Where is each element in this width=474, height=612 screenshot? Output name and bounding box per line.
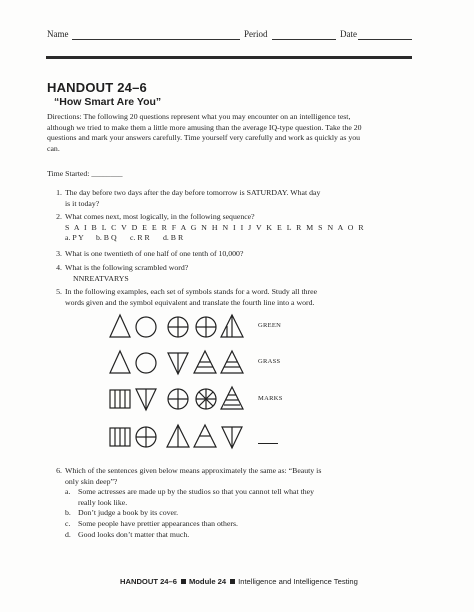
answer-option: b. B Q <box>96 233 117 243</box>
triangle-symbol <box>110 315 130 337</box>
circle-plus-symbol <box>196 317 216 337</box>
triangle-vline-symbol <box>167 425 189 447</box>
question-number: 1. <box>56 188 62 197</box>
square-bullet-icon <box>230 579 235 584</box>
question-6 <box>48 466 388 546</box>
question-text: In the following examples, each set of symbols stands for a word. Study all three <box>65 287 318 296</box>
question-number: 6. <box>56 466 62 475</box>
question-number: 4. <box>56 263 62 272</box>
box-three-bars-symbol <box>110 428 130 446</box>
letter-sequence: S A I B L C V D E E R F A G N H N I I J V K E L R M S N A O R <box>65 222 366 232</box>
symbol-grid <box>108 310 258 455</box>
symbol-row-4 <box>110 425 242 448</box>
down-triangle-symbol <box>222 427 242 448</box>
symbol-row-1 <box>110 315 243 337</box>
choice-letter: c. <box>65 519 71 528</box>
handout-title: HANDOUT 24–6 <box>47 80 147 95</box>
triangle-hline-symbol <box>221 351 243 373</box>
triangle-symbol <box>110 351 130 373</box>
choice-letter: b. <box>65 508 71 518</box>
question-text: only skin deep”? <box>65 476 118 486</box>
handout-subtitle: “How Smart Are You” <box>54 96 162 108</box>
choice-text: Some people have prettier appearances than others. <box>78 519 238 528</box>
triangle-hline-symbol <box>194 425 216 447</box>
answer-option: d. B R <box>163 233 184 243</box>
choice-text: Don’t judge a book by its cover. <box>78 508 179 518</box>
question-text: Which of the sentences given below means approximately the same as: “Beauty is <box>65 466 322 475</box>
page-footer <box>120 577 358 586</box>
question-text: What comes next, most logically, in the following sequence? <box>65 212 255 221</box>
triangle-hline-symbol <box>194 351 216 373</box>
scrambled-word: NNREATVARYS <box>73 273 129 283</box>
date-label: Date <box>340 29 357 39</box>
footer-module: Module 24 <box>188 577 227 586</box>
answer-blank[interactable] <box>258 443 278 444</box>
answer-option: a. P Y <box>65 233 84 243</box>
triangle-vline-symbol <box>221 315 243 337</box>
question-number: 5. <box>56 287 62 296</box>
symbol-row-3 <box>110 387 243 410</box>
triangle-lines-symbol <box>221 387 243 409</box>
choice-text: Some actresses are made up by the studios so that you cannot tell what they <box>78 487 315 497</box>
symbol-word-green: GREEN <box>258 322 282 329</box>
question-text: words given and the symbol equivalent and translate the fourth line into a word. <box>65 297 315 307</box>
question-text: is it today? <box>65 198 100 208</box>
answer-option: c. R R <box>130 233 150 243</box>
period-label: Period <box>244 29 268 39</box>
down-triangle-lines-symbol <box>168 353 188 374</box>
question-number: 2. <box>56 212 62 221</box>
choice-letter: d. <box>65 529 71 539</box>
footer-handout: HANDOUT 24–6 <box>120 577 177 586</box>
footer-topic: Intelligence and Intelligence Testing <box>238 577 358 586</box>
symbol-row-2 <box>110 351 243 374</box>
symbol-word-marks: MARKS <box>258 395 283 402</box>
top-rule <box>46 56 412 59</box>
square-bullet-icon <box>181 579 186 584</box>
circle-plus-symbol <box>136 427 156 447</box>
question-text: What is the following scrambled word? <box>65 263 189 272</box>
symbol-word-grass: GRASS <box>258 358 281 365</box>
question-text: The day before two days after the day before tomorrow is SATURDAY. What day <box>65 188 321 197</box>
down-triangle-symbol <box>136 389 156 410</box>
circle-symbol <box>136 317 156 337</box>
choice-letter: a. <box>65 487 71 497</box>
choice-text: Good looks don’t matter that much. <box>78 529 190 539</box>
period-field[interactable] <box>272 39 336 40</box>
directions-text: Directions: The following 20 questions represent what you may encounter on an intelligence test, although we tried to make them a little more amusing than the average IQ-type question. Take the 20 questions and mark your answers carefully. Time yourself very carefully and work as quickly as you can. <box>47 112 362 153</box>
date-field[interactable] <box>358 39 412 40</box>
question-text: What is one twentieth of one half of one tenth of 10,000? <box>65 249 244 258</box>
circle-symbol <box>136 353 156 373</box>
circle-plus-symbol <box>168 389 188 409</box>
circle-cross-symbol <box>196 389 216 409</box>
circle-plus-symbol <box>168 317 188 337</box>
question-number: 3. <box>56 249 62 258</box>
name-label: Name <box>47 29 69 39</box>
time-started: Time Started: ________ <box>47 169 123 178</box>
box-three-bars-symbol <box>110 390 130 408</box>
name-field[interactable] <box>72 39 240 40</box>
choice-text: really look like. <box>78 497 128 507</box>
